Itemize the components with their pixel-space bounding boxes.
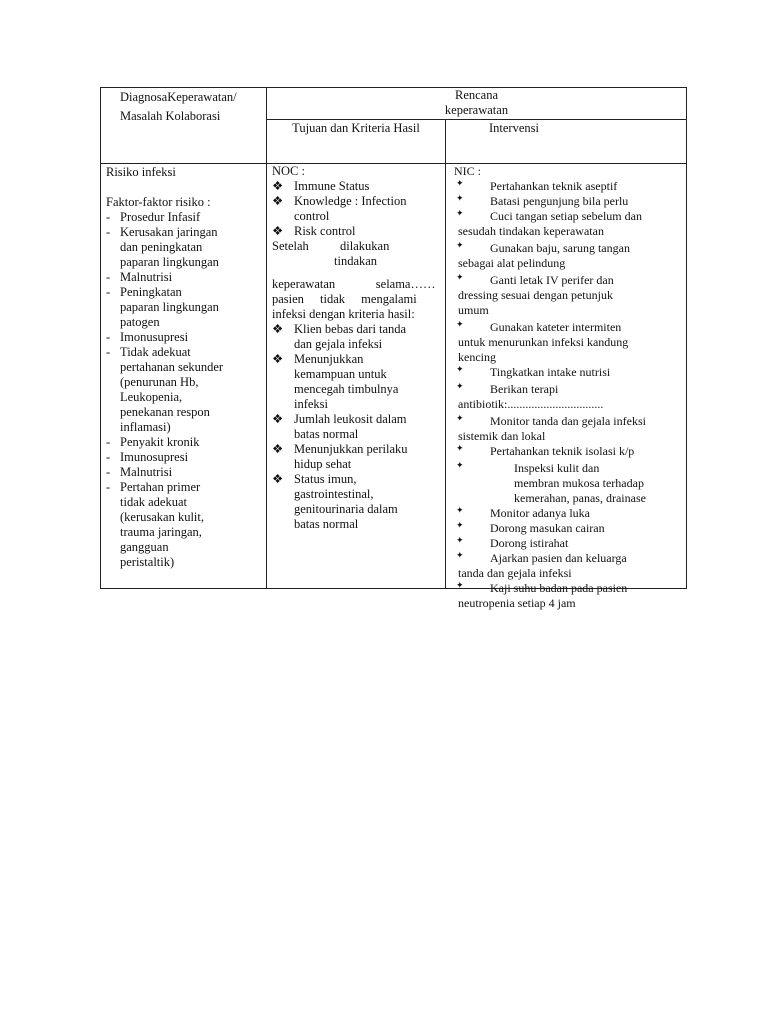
nic-item-line: Inspeksi kulit dan <box>514 461 600 475</box>
noc-criteria-line: mencegah timbulnya <box>294 382 399 396</box>
table-border-left <box>100 87 101 589</box>
nic-item-line: neutropenia setiap 4 jam <box>458 596 576 610</box>
noc-item-text <box>284 179 440 194</box>
diagnosa-title: Risiko infeksi <box>106 165 176 179</box>
nic-item-line: kemerahan, panas, drainase <box>514 491 646 505</box>
diamond-icon: ❖ <box>272 352 284 366</box>
nic-item-line: Batasi pengunjung bila perlu <box>490 194 629 208</box>
risk-factor-line: Leukopenia, <box>120 390 183 404</box>
noc-criteria-item-text <box>284 412 440 442</box>
nic-item-line: Kaji suhu badan pada pasien <box>490 581 628 595</box>
setelah-line: infeksi dengan kriteria hasil: <box>272 307 415 321</box>
noc-column <box>272 164 440 532</box>
column-divider-2 <box>445 119 446 589</box>
dash-icon: - <box>106 435 111 449</box>
diamond-icon: ❖ <box>272 179 284 193</box>
nic-column <box>454 164 680 611</box>
star-bullet-icon: ✦ <box>456 193 464 203</box>
noc-item-text <box>284 224 440 239</box>
star-bullet-icon: ✦ <box>456 520 464 530</box>
dash-icon: - <box>106 270 111 284</box>
noc-criteria-line: Klien bebas dari tanda <box>294 322 407 336</box>
nic-item-line: Gunakan baju, sarung tangan <box>490 241 630 255</box>
nic-item <box>454 444 680 459</box>
risk-factor-item <box>106 435 262 450</box>
risk-factor-line: Kerusakan jaringan <box>120 225 218 239</box>
nic-item-line: kencing <box>458 350 496 364</box>
risk-factor-line: paparan lingkungan <box>120 255 219 269</box>
dash-icon: - <box>106 285 111 299</box>
risk-factor-item-text <box>116 330 262 345</box>
noc-criteria-item-text <box>284 472 440 532</box>
dash-icon: - <box>106 330 111 344</box>
noc-criteria-line: Menunjukkan <box>294 352 364 366</box>
nic-item <box>454 461 680 506</box>
rencana-divider <box>266 119 687 120</box>
risk-factor-line: peristaltik) <box>120 555 175 569</box>
risk-factor-line: Imonusupresi <box>120 330 189 344</box>
risk-factor-line: patogen <box>120 315 160 329</box>
dash-icon: - <box>106 450 111 464</box>
nic-item-line: sesudah tindakan keperawatan <box>458 224 604 238</box>
noc-criteria-item <box>272 472 440 532</box>
diamond-icon: ❖ <box>272 194 284 208</box>
dash-icon: - <box>106 465 111 479</box>
diamond-icon: ❖ <box>272 442 284 456</box>
risk-factor-line: (kerusakan kulit, <box>120 510 205 524</box>
noc-criteria-item <box>272 442 440 472</box>
setelah-line: tindakan <box>334 254 378 268</box>
risk-factor-item <box>106 450 262 465</box>
risk-factor-line: (penurunan Hb, <box>120 375 199 389</box>
noc-label: NOC : <box>272 164 305 178</box>
faktor-label: Faktor-faktor risiko : <box>106 195 211 209</box>
risk-factor-line: tidak adekuat <box>120 495 187 509</box>
nic-item-line: untuk menurunkan infeksi kandung <box>458 335 629 349</box>
nic-item <box>454 581 680 611</box>
nic-item-line: Dorong masukan cairan <box>490 521 605 535</box>
nic-item <box>454 273 680 318</box>
column-divider-1 <box>266 87 267 589</box>
nic-item-line: sebagai alat pelindung <box>458 256 566 270</box>
risk-factor-line: Peningkatan <box>120 285 182 299</box>
nic-item <box>454 382 680 412</box>
star-bullet-icon: ✦ <box>456 240 464 250</box>
noc-criteria-line: infeksi <box>294 397 329 411</box>
header-diagnosa-line1: DiagnosaKeperawatan/ <box>120 90 237 104</box>
noc-item-line: Immune Status <box>294 179 370 193</box>
star-bullet-icon: ✦ <box>456 208 464 218</box>
nic-item-line: Monitor tanda dan gejala infeksi <box>490 414 646 428</box>
risk-factor-item-text <box>116 270 262 285</box>
nic-item-line: Ganti letak IV perifer dan <box>490 273 614 287</box>
nic-item <box>454 551 680 581</box>
diamond-icon: ❖ <box>272 472 284 486</box>
star-bullet-icon: ✦ <box>456 550 464 560</box>
risk-factor-line: Imunosupresi <box>120 450 189 464</box>
risk-factor-item-text <box>116 225 262 270</box>
nic-item-line: Cuci tangan setiap sebelum dan <box>490 209 642 223</box>
header-rencana <box>267 88 686 118</box>
noc-criteria-line: hidup sehat <box>294 457 352 471</box>
noc-criteria-line: batas normal <box>294 517 359 531</box>
noc-criteria-line: Jumlah leukosit dalam <box>294 412 407 426</box>
nic-item <box>454 365 680 380</box>
noc-item <box>272 194 440 224</box>
nic-item-line: umum <box>458 303 489 317</box>
dash-icon: - <box>106 480 111 494</box>
star-bullet-icon: ✦ <box>456 319 464 329</box>
nic-item <box>454 320 680 365</box>
noc-criteria-item-text <box>284 442 440 472</box>
noc-criteria-item-text <box>284 352 440 412</box>
risk-factor-item <box>106 270 262 285</box>
risk-factor-line: Pertahan primer <box>120 480 201 494</box>
noc-criteria-line: genitourinaria dalam <box>294 502 398 516</box>
nic-item <box>454 179 680 194</box>
risk-factor-item <box>106 465 262 480</box>
setelah-line: Setelah dilakukan <box>272 239 390 253</box>
risk-factor-line: Prosedur Infasif <box>120 210 201 224</box>
nic-item-line: dressing sesuai dengan petunjuk <box>458 288 613 302</box>
diamond-icon: ❖ <box>272 224 284 238</box>
dash-icon: - <box>106 210 111 224</box>
risk-factor-item-text <box>116 285 262 330</box>
risk-factor-line: paparan lingkungan <box>120 300 219 314</box>
nic-item <box>454 521 680 536</box>
noc-criteria-line: batas normal <box>294 427 359 441</box>
risk-factor-item-text <box>116 345 262 435</box>
star-bullet-icon: ✦ <box>456 272 464 282</box>
risk-factor-item-text <box>116 435 262 450</box>
risk-factor-item-text <box>116 465 262 480</box>
noc-item-line: Risk control <box>294 224 356 238</box>
noc-criteria-line: kemampuan untuk <box>294 367 387 381</box>
risk-factor-item-text <box>116 210 262 225</box>
noc-criteria-line: gastrointestinal, <box>294 487 374 501</box>
noc-item <box>272 224 440 239</box>
nic-item-line: Tingkatkan intake nutrisi <box>490 365 611 379</box>
noc-criteria-line: Menunjukkan perilaku <box>294 442 408 456</box>
star-bullet-icon: ✦ <box>456 413 464 423</box>
risk-factor-line: Malnutrisi <box>120 465 173 479</box>
diagnosa-column <box>106 164 262 570</box>
risk-factor-line: Tidak adekuat <box>120 345 191 359</box>
noc-criteria-line: Status imun, <box>294 472 357 486</box>
nic-item-line: Monitor adanya luka <box>490 506 590 520</box>
noc-criteria-line: dan gejala infeksi <box>294 337 383 351</box>
risk-factor-line: Malnutrisi <box>120 270 173 284</box>
table-border-right <box>686 87 687 589</box>
setelah-line: pasien tidak mengalami <box>272 292 417 306</box>
nic-item-line: Berikan terapi <box>490 382 559 396</box>
risk-factor-item <box>106 285 262 330</box>
dash-icon: - <box>106 345 111 359</box>
risk-factor-line: dan peningkatan <box>120 240 203 254</box>
risk-factor-item-text <box>116 450 262 465</box>
star-bullet-icon: ✦ <box>456 580 464 590</box>
noc-item-line: Knowledge : Infection <box>294 194 407 208</box>
nic-item-line: membran mukosa terhadap <box>514 476 644 490</box>
header-tujuan: Tujuan dan Kriteria Hasil <box>292 121 420 135</box>
nic-item <box>454 414 680 444</box>
noc-item <box>272 179 440 194</box>
risk-factor-item <box>106 330 262 345</box>
star-bullet-icon: ✦ <box>456 505 464 515</box>
risk-factor-line: inflamasi) <box>120 420 171 434</box>
nic-label: NIC : <box>454 164 481 178</box>
risk-factor-line: penekanan respon <box>120 405 210 419</box>
star-bullet-icon: ✦ <box>456 535 464 545</box>
nic-item-line: sistemik dan lokal <box>458 429 546 443</box>
star-bullet-icon: ✦ <box>456 381 464 391</box>
header-diagnosa-line2: Masalah Kolaborasi <box>120 109 221 123</box>
risk-factor-line: gangguan <box>120 540 169 554</box>
nic-item <box>454 194 680 209</box>
noc-item-line: control <box>294 209 330 223</box>
header-rencana-line1: Rencana <box>454 88 499 102</box>
nic-item-line: Ajarkan pasien dan keluarga <box>490 551 627 565</box>
risk-factor-line: trauma jaringan, <box>120 525 202 539</box>
nic-item <box>454 506 680 521</box>
setelah-line: keperawatan selama…… <box>272 277 436 291</box>
nic-item-line: Pertahankan teknik isolasi k/p <box>490 444 635 458</box>
noc-item-text <box>284 194 440 224</box>
nic-item-line: antibiotik:................................ <box>458 397 604 411</box>
risk-factor-item <box>106 345 262 435</box>
risk-factor-item <box>106 225 262 270</box>
diamond-icon: ❖ <box>272 412 284 426</box>
header-intervensi: Intervensi <box>489 121 539 135</box>
care-plan-table <box>100 87 687 610</box>
nic-item-line: tanda dan gejala infeksi <box>458 566 572 580</box>
risk-factor-line: pertahanan sekunder <box>120 360 224 374</box>
noc-criteria-item <box>272 352 440 412</box>
nic-item <box>454 209 680 239</box>
nic-item-line: Pertahankan teknik aseptif <box>490 179 618 193</box>
noc-criteria-item <box>272 322 440 352</box>
star-bullet-icon: ✦ <box>456 460 464 470</box>
header-diagnosa <box>120 88 260 126</box>
nic-item-line: Dorong istirahat <box>490 536 569 550</box>
setelah-block <box>272 239 440 322</box>
diamond-icon: ❖ <box>272 322 284 336</box>
nic-item <box>454 241 680 271</box>
noc-criteria-item-text <box>284 322 440 352</box>
star-bullet-icon: ✦ <box>456 178 464 188</box>
risk-factor-line: Penyakit kronik <box>120 435 200 449</box>
star-bullet-icon: ✦ <box>456 443 464 453</box>
risk-factor-item-text <box>116 480 262 570</box>
dash-icon: - <box>106 225 111 239</box>
star-bullet-icon: ✦ <box>456 364 464 374</box>
risk-factor-item <box>106 210 262 225</box>
risk-factor-item <box>106 480 262 570</box>
nic-item <box>454 536 680 551</box>
nic-item-line: Gunakan kateter intermiten <box>490 320 622 334</box>
header-rencana-line2: keperawatan <box>444 103 509 117</box>
noc-criteria-item <box>272 412 440 442</box>
